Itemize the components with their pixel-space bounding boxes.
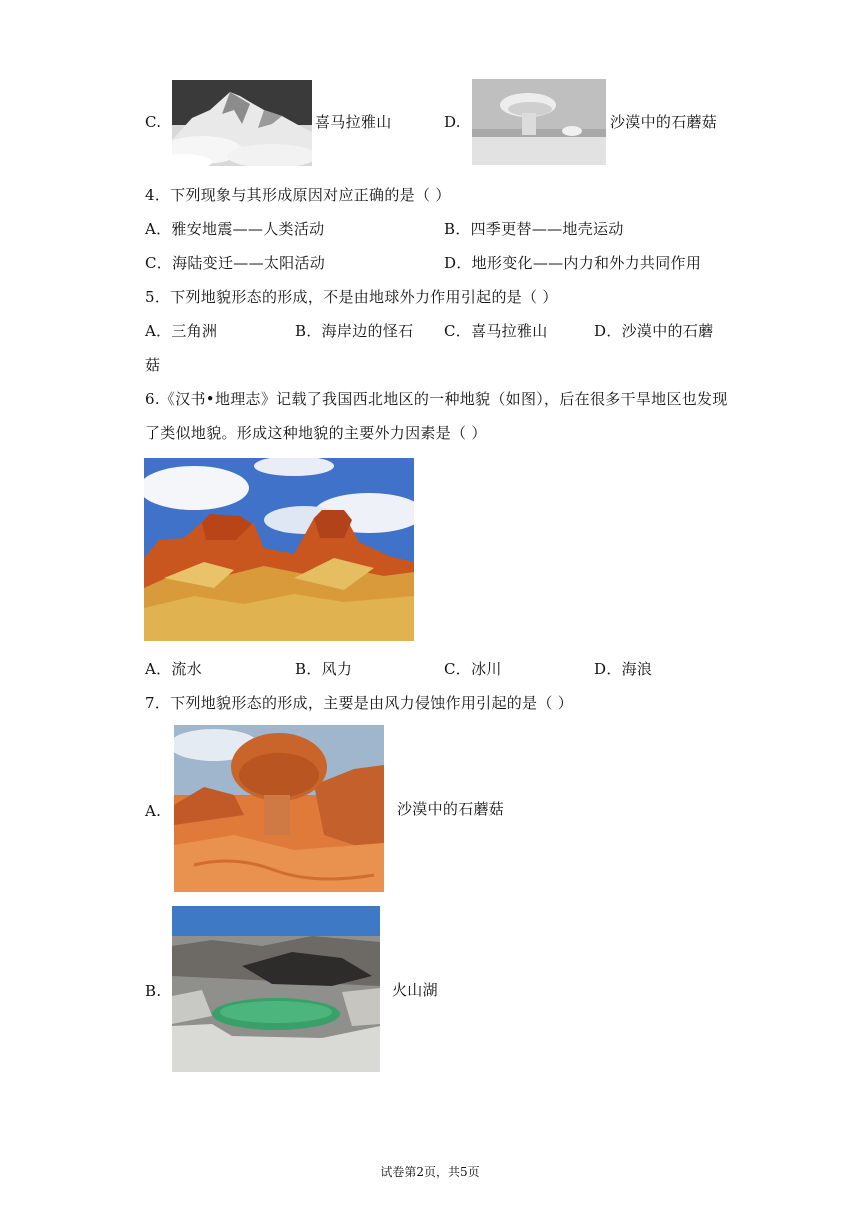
question-7-option-a-letter: A.	[145, 802, 162, 820]
stone-mushroom-gray-image	[472, 79, 606, 165]
question-4-option-b: B．四季更替——地壳运动	[444, 220, 624, 238]
option-d-letter: D.	[444, 113, 461, 131]
stone-mushroom-color-image	[174, 725, 384, 892]
question-4-stem: 4．下列现象与其形成原因对应正确的是（ ）	[145, 186, 451, 204]
question-6-option-c: C．冰川	[444, 660, 502, 678]
question-5-option-a: A．三角洲	[145, 322, 218, 340]
question-7-option-b-caption: 火山湖	[392, 981, 438, 999]
option-c-caption: 喜马拉雅山	[315, 113, 392, 131]
question-7-option-b-letter: B.	[145, 982, 162, 1000]
himalaya-image	[172, 80, 312, 166]
yardang-landform-image	[144, 458, 414, 641]
question-4-option-a: A．雅安地震——人类活动	[145, 220, 325, 238]
option-d-caption: 沙漠中的石蘑菇	[610, 113, 718, 131]
question-6-option-b: B．风力	[295, 660, 353, 678]
question-5-stem: 5．下列地貌形态的形成，不是由地球外力作用引起的是（ ）	[145, 288, 558, 306]
question-6-stem-line2: 了类似地貌。形成这种地貌的主要外力因素是（ ）	[145, 424, 487, 442]
question-5-option-d: D．沙漠中的石蘑	[594, 322, 714, 340]
question-6-option-a: A．流水	[145, 660, 203, 678]
question-7-stem: 7．下列地貌形态的形成，主要是由风力侵蚀作用引起的是（ ）	[145, 694, 574, 712]
question-6-option-d: D．海浪	[594, 660, 653, 678]
question-4-option-c: C．海陆变迁——太阳活动	[145, 254, 326, 272]
question-4-option-d: D．地形变化——内力和外力共同作用	[444, 254, 702, 272]
page-footer: 试卷第2页，共5页	[380, 1165, 480, 1179]
question-5-option-c: C．喜马拉雅山	[444, 322, 548, 340]
option-c-letter: C.	[145, 113, 162, 131]
question-5-option-d-wrap: 菇	[145, 356, 161, 374]
question-7-option-a-caption: 沙漠中的石蘑菇	[397, 800, 505, 818]
question-5-option-b: B．海岸边的怪石	[295, 322, 414, 340]
question-6-stem-line1: 6.《汉书•地理志》记载了我国西北地区的一种地貌（如图），后在很多干旱地区也发现	[145, 390, 728, 408]
volcanic-lake-image	[172, 906, 380, 1072]
